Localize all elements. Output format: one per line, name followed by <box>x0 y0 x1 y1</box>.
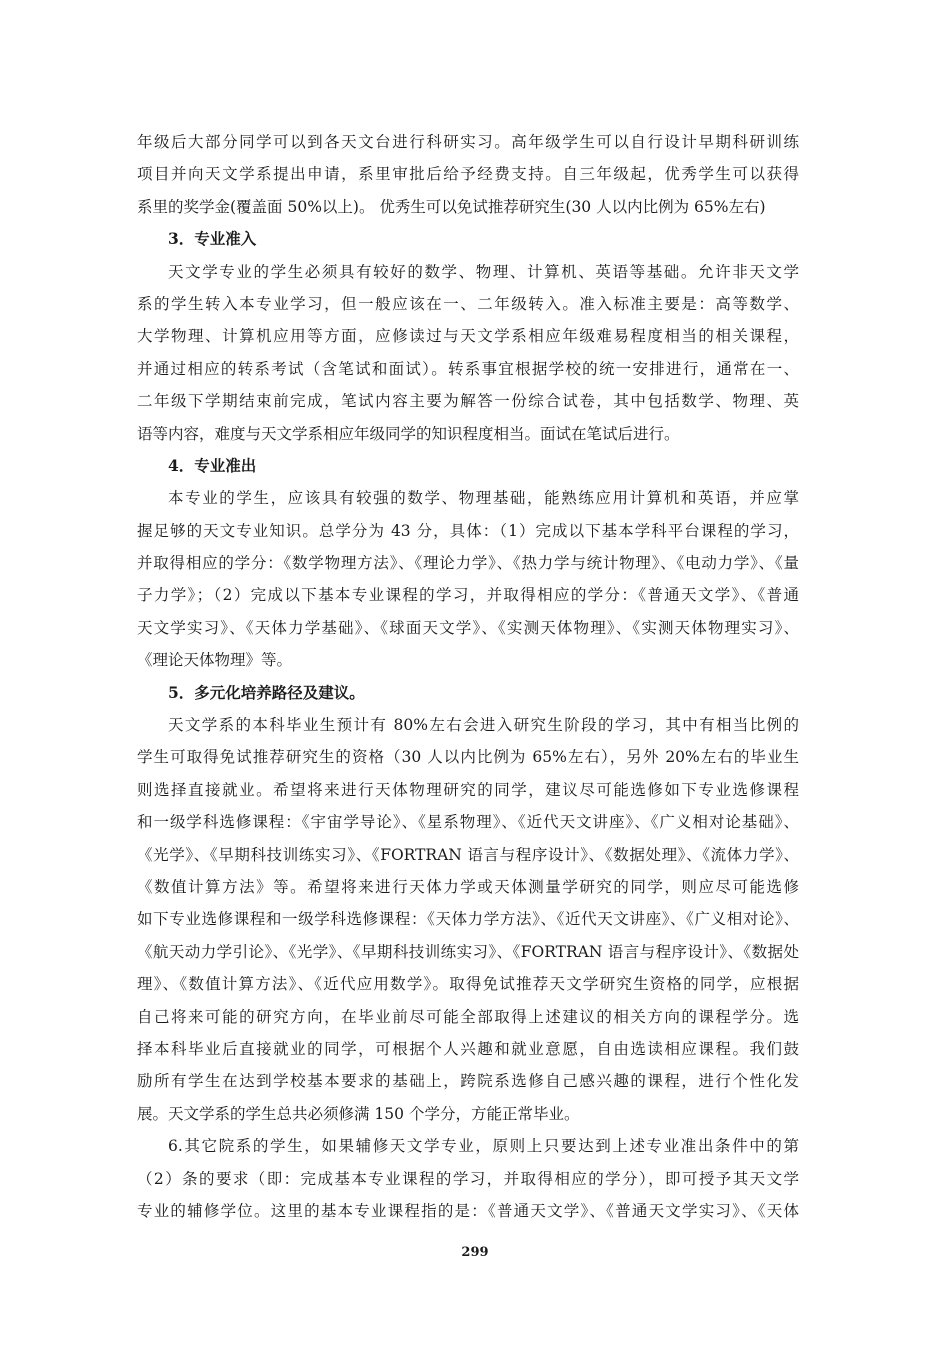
text-line: 展。天文学系的学生总共必须修满 150 个学分，方能正常毕业。 <box>137 1104 580 1123</box>
text-line: 年级后大部分同学可以到各天文台进行科研实习。高年级学生可以自行设计早期科研训练 <box>137 133 799 151</box>
text-line: 理》、《数值计算方法》、《近代应用数学》。取得免试推荐天文学研究生资格的同学，应根据 <box>137 975 799 994</box>
text-line: 《光学》、《早期科技训练实习》、《FORTRAN 语言与程序设计》、《数据处理》、《流体力学》、 <box>137 845 799 864</box>
text-line: 天文学系的本科毕业生预计有 80%左右会进入研究生阶段的学习，其中有相当比例的 <box>168 716 799 735</box>
text-line: 握足够的天文专业知识。总学分为 43 分，具体：（1）完成以下基本学科平台课程的学习， <box>137 521 799 540</box>
text-line: 天文学实习》、《天体力学基础》、《球面天文学》、《实测天体物理》、《实测天体物理实习》、 <box>137 618 799 637</box>
page-body <box>137 126 799 1227</box>
text-line: 《航天动力学引论》、《光学》、《早期科技训练实习》、《FORTRAN 语言与程序设计》、《数据处 <box>137 942 799 961</box>
text-line: （2）条的要求（即：完成基本专业课程的学习，并取得相应的学分），即可授予其天文学 <box>137 1169 799 1188</box>
section-heading: 4．专业准出 <box>168 455 257 475</box>
text-line: 自己将来可能的研究方向，在毕业前尽可能全部取得上述建议的相关方向的课程学分。选 <box>137 1007 799 1026</box>
section-admission <box>137 223 799 450</box>
text-line: 子力学》；（2）完成以下基本专业课程的学习，并取得相应的学分：《普通天文学》、《普通 <box>137 586 799 605</box>
text-line: 项目并向天文学系提出申请，系里审批后给予经费支持。自三年级起，优秀学生可以获得 <box>137 165 799 184</box>
text-line: 6.其它院系的学生，如果辅修天文学专业，原则上只要达到上述专业准出条件中的第 <box>168 1137 799 1156</box>
text-line: 并取得相应的学分：《数学物理方法》、《理论力学》、《热力学与统计物理》、《电动力学》、《量 <box>137 554 799 573</box>
section-minor-degree <box>137 1130 799 1227</box>
text-line: 择本科毕业后直接就业的同学，可根据个人兴趣和就业意愿，自由选读相应课程。我们鼓 <box>137 1039 799 1058</box>
section-heading: 5．多元化培养路径及建议。 <box>168 682 365 702</box>
text-line: 则选择直接就业。希望将来进行天体物理研究的同学，建议尽可能选修如下专业选修课程 <box>137 780 799 799</box>
section-heading: 3．专业准入 <box>168 229 257 249</box>
section-training-paths <box>137 677 799 1130</box>
section-graduation <box>137 450 799 677</box>
text-line: 系里的奖学金(覆盖面 50%以上)。 优秀生可以免试推荐研究生(30 人以内比例为 65%左右) <box>137 197 766 216</box>
text-line: 本专业的学生，应该具有较强的数学、物理基础，能熟练应用计算机和英语，并应掌 <box>168 489 799 508</box>
text-line: 大学物理、计算机应用等方面，应修读过与天文学系相应年级难易程度相当的相关课程， <box>137 327 799 346</box>
text-line: 语等内容，难度与天文学系相应年级同学的知识程度相当。面试在笔试后进行。 <box>137 424 680 443</box>
paragraph-continued <box>137 126 799 223</box>
text-line: 励所有学生在达到学校基本要求的基础上，跨院系选修自己感兴趣的课程，进行个性化发 <box>137 1072 799 1091</box>
text-line: 系的学生转入本专业学习，但一般应该在一、二年级转入。准入标准主要是：高等数学、 <box>137 294 799 313</box>
text-line: 如下专业选修课程和一级学科选修课程：《天体力学方法》、《近代天文讲座》、《广义相对论》、 <box>137 910 799 929</box>
text-line: 和一级学科选修课程：《宇宙学导论》、《星系物理》、《近代天文讲座》、《广义相对论基础》、 <box>137 813 799 832</box>
text-line: 二年级下学期结束前完成，笔试内容主要为解答一份综合试卷，其中包括数学、物理、英 <box>137 392 799 411</box>
text-line: 天文学专业的学生必须具有较好的数学、物理、计算机、英语等基础。允许非天文学 <box>168 262 799 281</box>
text-line: 《数值计算方法》等。希望将来进行天体力学或天体测量学研究的同学，则应尽可能选修 <box>137 877 799 896</box>
text-line: 并通过相应的转系考试（含笔试和面试）。转系事宜根据学校的统一安排进行，通常在一、 <box>137 359 799 378</box>
text-line: 专业的辅修学位。这里的基本专业课程指的是：《普通天文学》、《普通天文学实习》、《天体 <box>137 1201 799 1220</box>
page-number: 299 <box>461 1245 489 1260</box>
text-line: 《理论天体物理》等。 <box>137 651 293 670</box>
text-line: 学生可取得免试推荐研究生的资格（30 人以内比例为 65%左右），另外 20%左右的毕业生 <box>137 748 799 767</box>
